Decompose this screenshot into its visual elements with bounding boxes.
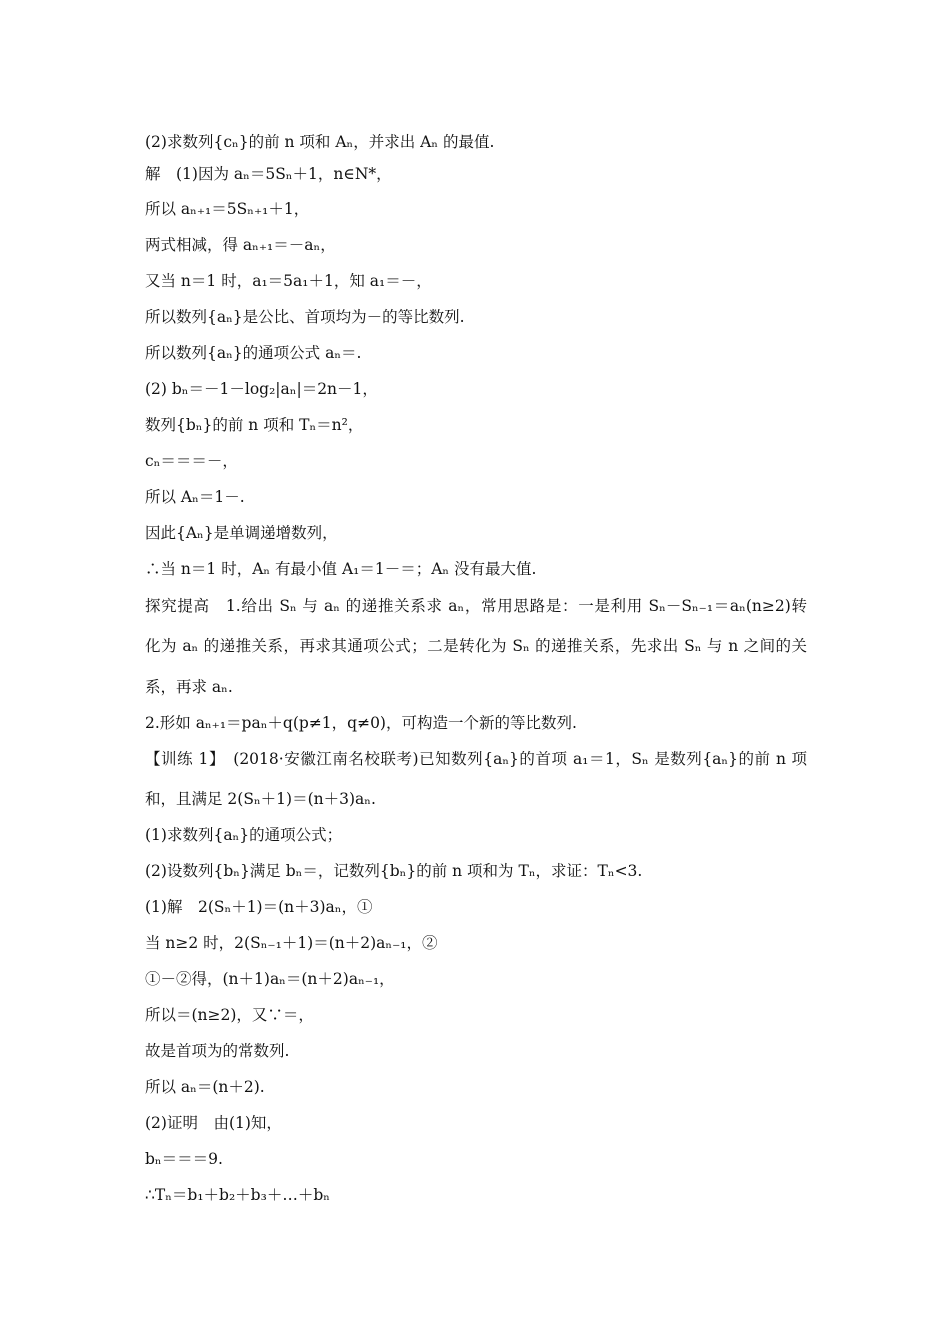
text-line: bₙ＝＝＝9. (145, 1150, 223, 1168)
text-line: (2)证明 由(1)知， (145, 1114, 282, 1132)
text-line: 所以 aₙ₊₁＝5Sₙ₊₁＋1， (145, 200, 310, 218)
text-line: 探究提高 1.给出 Sₙ 与 aₙ 的递推关系求 aₙ，常用思路是：一是利用 Sₙ－Sₙ₋₁＝aₙ(n≥2)转 (145, 597, 807, 615)
text-line: 因此{Aₙ}是单调递增数列， (145, 524, 338, 542)
text-line: cₙ＝＝＝－， (145, 452, 238, 470)
text-line: 所以 aₙ＝(n＋2). (145, 1078, 265, 1096)
text-line: 所以 Aₙ＝1－. (145, 488, 245, 506)
text-line: (2)设数列{bₙ}满足 bₙ＝，记数列{bₙ}的前 n 项和为 Tₙ，求证：Tₙ<3. (145, 862, 643, 880)
text-line: 故是首项为的常数列. (145, 1042, 290, 1060)
text-line: 系，再求 aₙ. (145, 678, 233, 696)
text-line: (2) bₙ＝－1－log₂|aₙ|＝2n－1， (145, 380, 378, 398)
text-line: 数列{bₙ}的前 n 项和 Tₙ＝n²， (145, 416, 364, 434)
text-line: 又当 n＝1 时，a₁＝5a₁＋1，知 a₁＝－， (145, 272, 432, 290)
text-line: (2)求数列{cₙ}的前 n 项和 Aₙ，并求出 Aₙ 的最值. (145, 133, 495, 151)
text-line: ①－②得，(n＋1)aₙ＝(n＋2)aₙ₋₁， (145, 970, 395, 988)
text-line: 两式相减，得 aₙ₊₁＝－aₙ， (145, 236, 336, 254)
text-line: 【训练 1】 (2018·安徽江南名校联考)已知数列{aₙ}的首项 a₁＝1，Sₙ 是数列{aₙ}的前 n 项 (145, 750, 807, 768)
text-line: 所以数列{aₙ}的通项公式 aₙ＝. (145, 344, 362, 362)
text-line: 所以数列{aₙ}是公比、首项均为－的等比数列. (145, 308, 465, 326)
text-line: (1)求数列{aₙ}的通项公式； (145, 826, 343, 844)
text-line: ∴当 n＝1 时，Aₙ 有最小值 A₁＝1－＝；Aₙ 没有最大值. (145, 560, 537, 578)
text-line: 化为 aₙ 的递推关系，再求其通项公式；二是转化为 Sₙ 的递推关系，先求出 Sₙ 与 n 之间的关 (145, 637, 807, 655)
text-line: 当 n≥2 时，2(Sₙ₋₁＋1)＝(n＋2)aₙ₋₁，② (145, 934, 438, 952)
text-line: 2.形如 aₙ₊₁＝paₙ＋q(p≠1，q≠0)，可构造一个新的等比数列. (145, 714, 577, 732)
text-line: 和，且满足 2(Sₙ＋1)＝(n＋3)aₙ. (145, 790, 376, 808)
text-line: (1)解 2(Sₙ＋1)＝(n＋3)aₙ，① (145, 898, 373, 916)
text-line: ∴Tₙ＝b₁＋b₂＋b₃＋…＋bₙ (145, 1186, 330, 1204)
text-line: 解 (1)因为 aₙ＝5Sₙ＋1，n∈N*， (145, 165, 392, 183)
text-line: 所以＝(n≥2)，又∵＝， (145, 1006, 314, 1024)
